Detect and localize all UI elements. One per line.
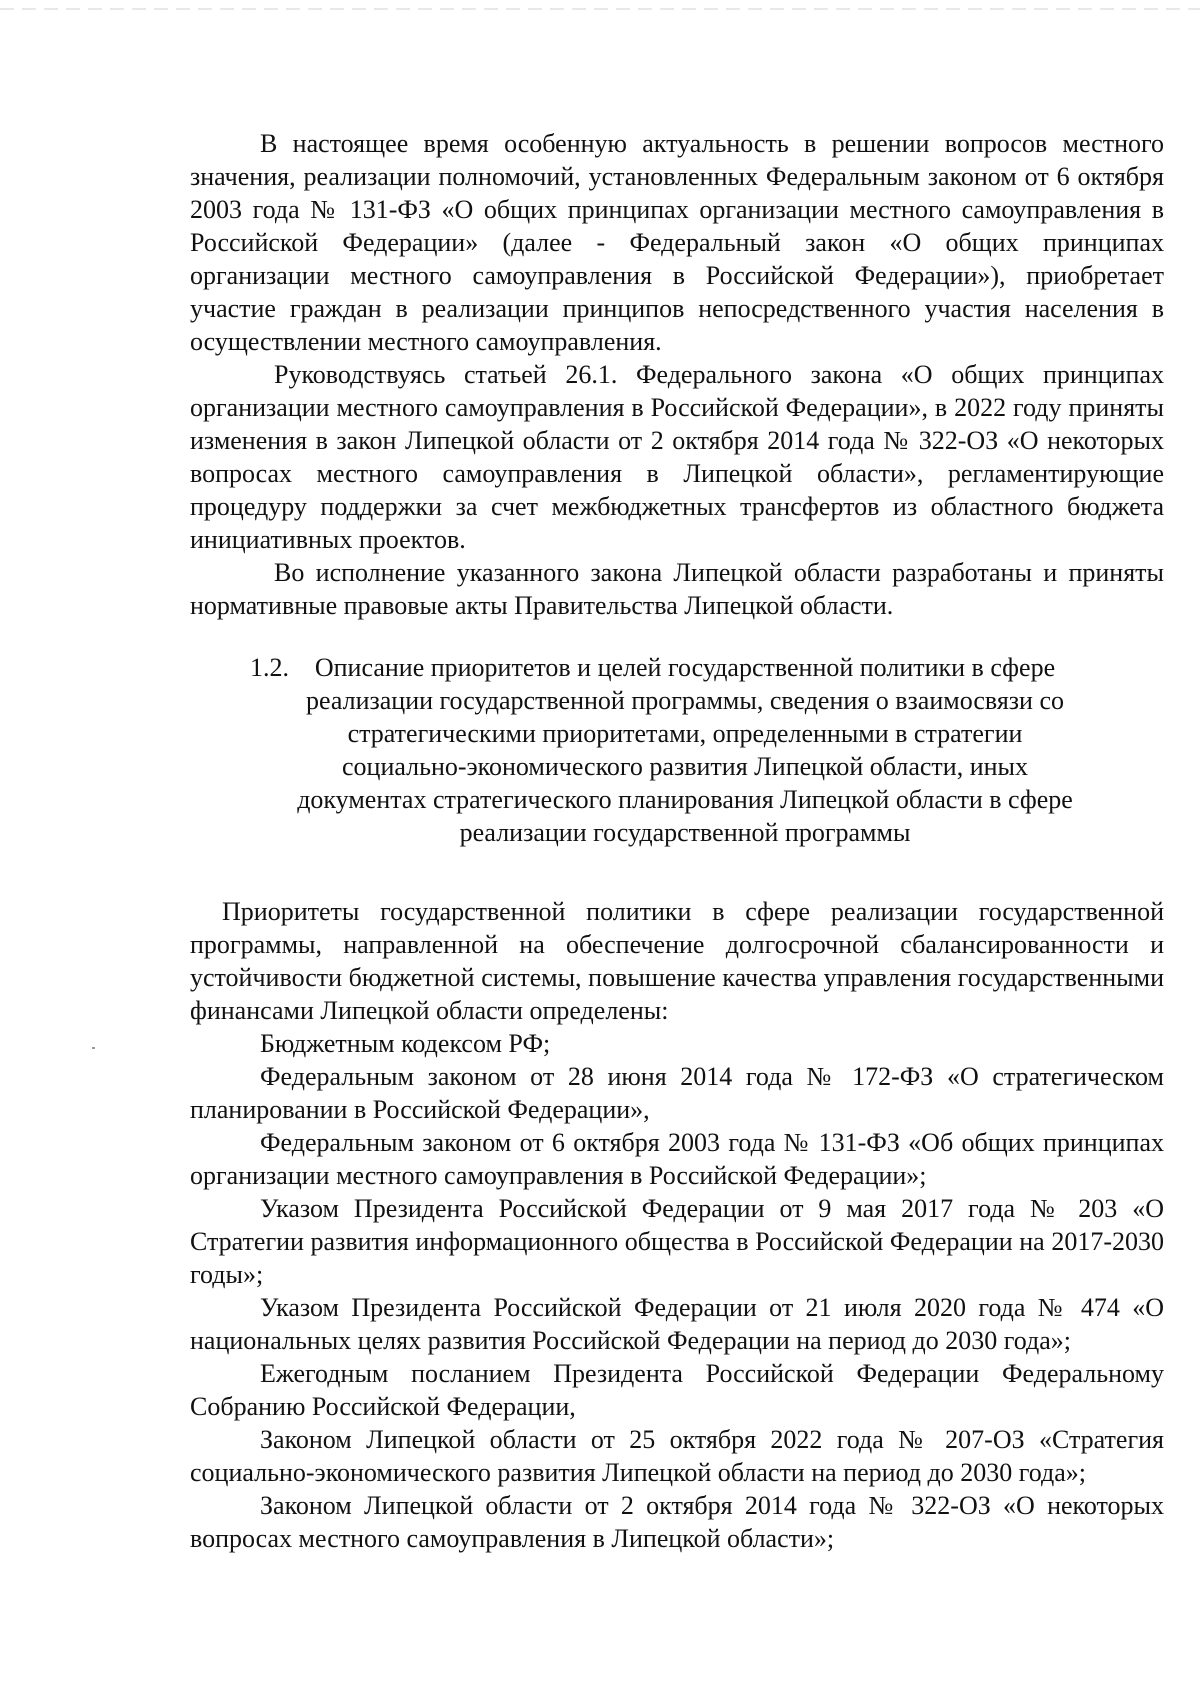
list-item: Федеральным законом от 28 июня 2014 года № 172-ФЗ «О стратегическом планировании в Российской Федерации», — [190, 1062, 1164, 1124]
list-item: Указом Президента Российской Федерации от 9 мая 2017 года № 203 «О Стратегии развития информационного общества в Российской Федерации на 2017-2030 годы»; — [190, 1194, 1164, 1289]
section-spacer — [190, 849, 1164, 895]
section-number: 1.2. — [250, 653, 289, 682]
priority-sources-list — [190, 1027, 1164, 1555]
intro-paragraph-3: Во исполнение указанного закона Липецкой области разработаны и приняты нормативные правовые акты Правительства Липецкой области. — [190, 558, 1164, 620]
section-title: Описание приоритетов и целей государственной политики в сфере реализации государственной программы, сведения о взаимосвязи со стратегическими приоритетами, определенными в стратегии социально-экономического развития Липецкой области, иных документах стратегического планирования Липецкой области в сфере реализации государственной программы — [297, 653, 1073, 847]
list-item: Бюджетным кодексом РФ; — [260, 1029, 551, 1058]
intro-paragraph-1: В настоящее время особенную актуальность в решении вопросов местного значения, реализации полномочий, установленных Федеральным законом от 6 октября 2003 года № 131-ФЗ «О общих принципах организации местного самоуправления в Российской Федерации» (далее - Федеральный закон «О общих принципах организации местного самоуправления в Российской Федерации»), приобретает участие граждан в реализации принципов непосредственного участия населения в осуществлении местного самоуправления. — [190, 129, 1164, 356]
scan-edge-line — [0, 8, 1200, 10]
section-heading — [190, 651, 1164, 849]
priorities-intro: Приоритеты государственной политики в сфере реализации государственной программы, направленной на обеспечение долгосрочной сбалансированности и устойчивости бюджетной системы, повышение качества управления государственными финансами Липецкой области определены: — [190, 897, 1164, 1025]
list-item: Законом Липецкой области от 25 октября 2022 года № 207-ОЗ «Стратегия социально-экономического развития Липецкой области на период до 2030 года»; — [190, 1425, 1164, 1487]
intro-paragraph-2: Руководствуясь статьей 26.1. Федерального закона «О общих принципах организации местного самоуправления в Российской Федерации», в 2022 году приняты изменения в закон Липецкой области от 2 октября 2014 года № 322-ОЗ «О некоторых вопросах местного самоуправления в Липецкой области», регламентирующие процедуру поддержки за счет межбюджетных трансфертов из областного бюджета инициативных проектов. — [190, 360, 1164, 554]
scan-artifact-dot — [92, 1047, 95, 1049]
list-item: Ежегодным посланием Президента Российской Федерации Федеральному Собранию Российской Федерации, — [190, 1359, 1164, 1421]
list-item: Указом Президента Российской Федерации от 21 июля 2020 года № 474 «О национальных целях развития Российской Федерации на период до 2030 года»; — [190, 1293, 1164, 1355]
document-body — [190, 127, 1164, 1555]
list-item: Законом Липецкой области от 2 октября 2014 года № 322-ОЗ «О некоторых вопросах местного самоуправления в Липецкой области»; — [190, 1491, 1164, 1553]
list-item: Федеральным законом от 6 октября 2003 года № 131-ФЗ «Об общих принципах организации местного самоуправления в Российской Федерации»; — [190, 1128, 1164, 1190]
